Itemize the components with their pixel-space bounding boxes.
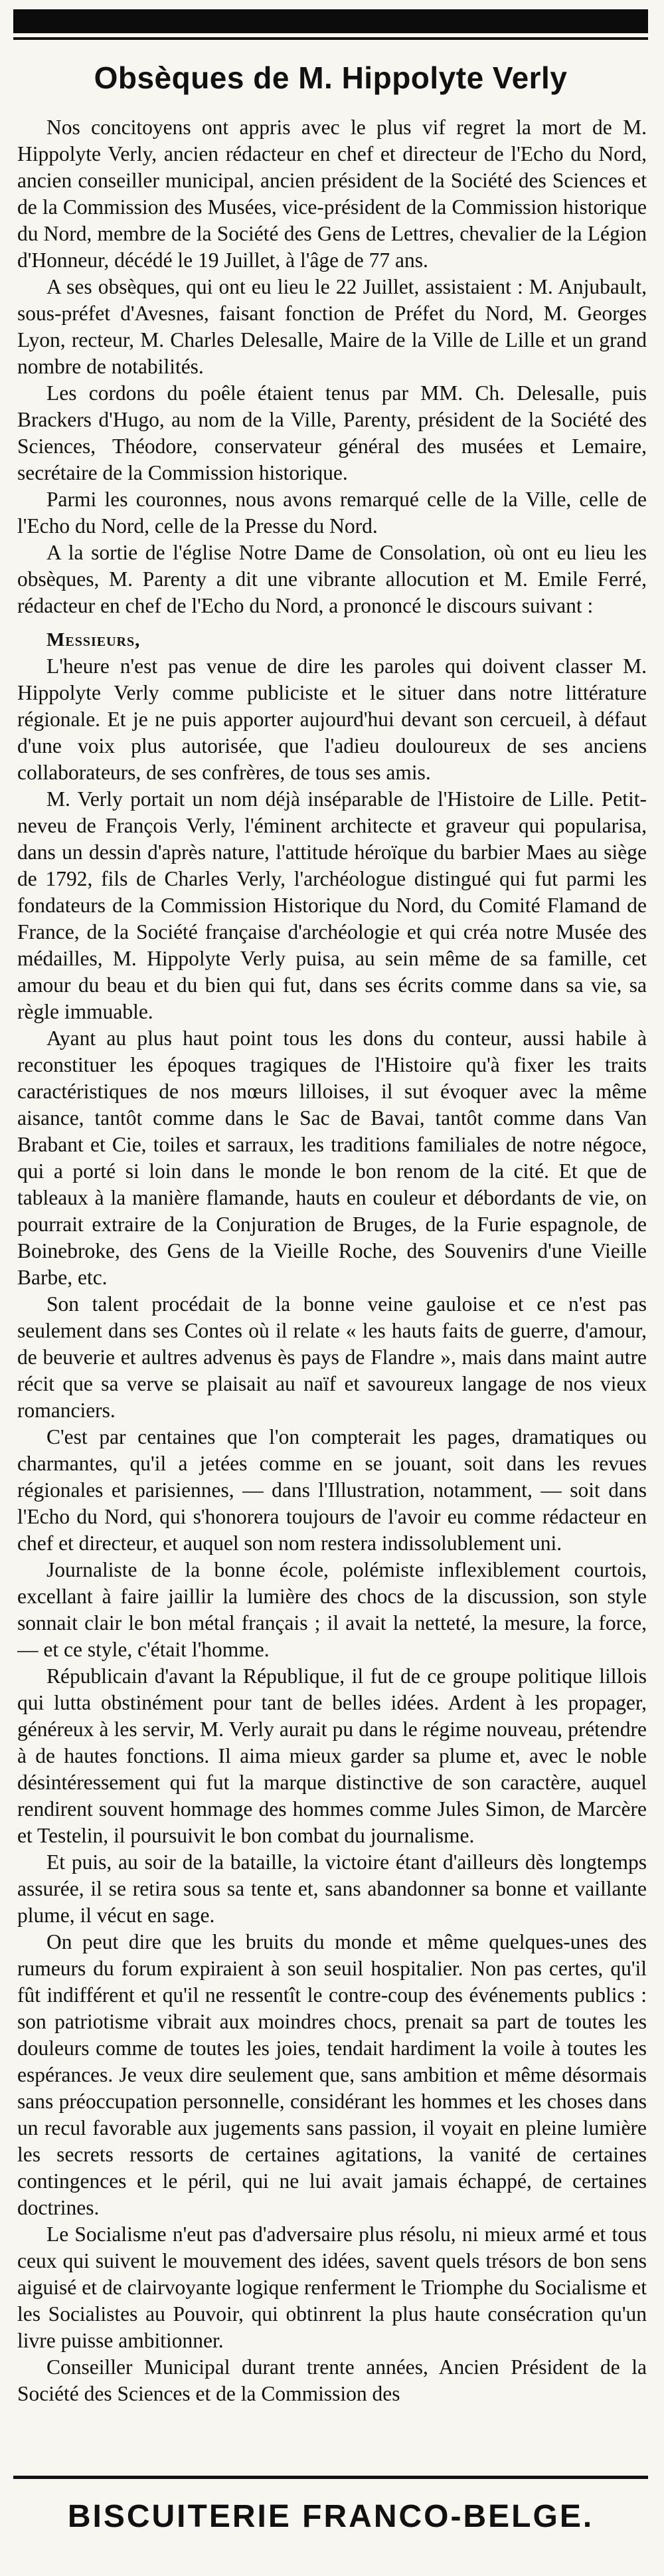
speech-paragraph: Républicain d'avant la République, il fut de ce groupe politique lillois qui lutta obstinément pour tant de belles idées. Ardent à les propager, généreux à les servir, M. Verly aurait pu dans le régime nouveau, prétendre à de hautes fonctions. Il aima mieux garder sa plume et, avec le noble désintéressement qui fut la marque distinctive de son caractère, auquel rendirent souvent hommage des hommes comme Jules Simon, de Marcère et Testelin, il poursuivit le bon combat du journalisme. — [17, 1664, 647, 1847]
speech-paragraph: On peut dire que les bruits du monde et même quelques-unes des rumeurs du forum expiraient à son seuil hospitalier. Non pas certes, qu'il fût indifférent et qu'il ne ressentît le contre-coup des événements publics : son patriotisme vibrait aux moindres chocs, prenait sa part de toutes les douleurs comme de toutes les joies, tendait hardiment la voile à toutes les espérances. Je veux dire seulement que, sans ambition et même désormais sans préoccupation personnelle, considérant les hommes et les choses dans un recul favorable aux jugements sans passion, il voyait en pleine lumière les secrets ressorts de certaines agitations, la vanité de certaines contingences et le péril, qui ne lui avait jamais échappé, de certaines doctrines. — [17, 1930, 647, 2219]
speech-paragraph: Son talent procédait de la bonne veine gauloise et ce n'est pas seulement dans ses Contes où il relate « les hauts faits de guerre, d'amour, de beuverie et aultres advenus ès pays de Flandre », mais dans maint autre récit que sa verve se plaisait au naïf et savoureux langage de nos vieux romanciers. — [17, 1292, 647, 1422]
speech-paragraph: M. Verly portait un nom déjà inséparable de l'Histoire de Lille. Petit-neveu de François Verly, l'éminent architecte et graveur qui popularisa, dans un dessin d'après nature, l'attitude héroïque du barbier Maes au siège de 1792, fils de Charles Verly, l'archéologue distingué qui fut parmi les fondateurs de la Commission Historique du Nord, du Comité Flamand de France, de la Société française d'archéologie et qui créa notre Musée des médailles, M. Hippolyte Verly puisa, au sein même de sa famille, cet amour du beau et du bien qui fut, dans ses écrits comme dans sa vie, sa règle immuable. — [17, 787, 647, 1023]
speech-paragraph: L'heure n'est pas venue de dire les paroles qui doivent classer M. Hippolyte Verly comme publiciste et le situer dans notre littérature régionale. Et je ne puis apporter aujourd'hui devant son cercueil, à défaut d'une voix plus autorisée, que l'adieu douloureux de ses anciens collaborateurs, de ses confrères, de tous ses amis. — [17, 654, 647, 784]
footer-rule — [13, 2476, 648, 2479]
footer-heading: BISCUITERIE FRANCO-BELGE. — [67, 2499, 594, 2534]
headline: Obsèques de M. Hippolyte Verly — [94, 60, 568, 95]
paragraph: Nos concitoyens ont appris avec le plus vif regret la mort de M. Hippolyte Verly, ancien rédacteur en chef et directeur de l'Echo du Nord, ancien conseiller municipal, ancien président de la Société des Sciences et de la Commission des Musées, vice-président de la Commission historique du Nord, membre de la Société des Gens de Lettres, chevalier de la Légion d'Honneur, décédé le 19 Juillet, à l'âge de 77 ans. — [17, 116, 647, 272]
speech-paragraph: Et puis, au soir de la bataille, la victoire étant d'ailleurs dès longtemps assurée, il se retira sous sa tente et, sans abandonner sa bonne et vaillante plume, il vécut en sage. — [17, 1850, 647, 1927]
article-body — [17, 114, 647, 2450]
top-rule — [13, 37, 648, 40]
paragraph: A la sortie de l'église Notre Dame de Consolation, où ont eu lieu les obsèques, M. Parenty a dit une vibrante allocution et M. Emile Ferré, rédacteur en chef de l'Echo du Nord, a prononcé le discours suivant : — [17, 541, 647, 617]
paragraph: Parmi les couronnes, nous avons remarqué celle de la Ville, celle de l'Echo du Nord, celle de la Presse du Nord. — [17, 488, 647, 538]
speech-salutation — [17, 626, 647, 653]
salutation-text: Messieurs, — [46, 629, 141, 650]
top-black-bar — [13, 9, 648, 33]
speech-paragraph: Conseiller Municipal durant trente années, Ancien Président de la Société des Sciences et de la Commission des — [17, 2355, 647, 2405]
paragraph: A ses obsèques, qui ont eu lieu le 22 Juillet, assistaient : M. Anjubault, sous-préfet d'Avesnes, faisant fonction de Préfet du Nord, M. Georges Lyon, recteur, M. Charles Delesalle, Maire de la Ville de Lille et un grand nombre de notabilités. — [17, 275, 647, 378]
paragraph: Les cordons du poêle étaient tenus par MM. Ch. Delesalle, puis Brackers d'Hugo, au nom de la Ville, Parenty, président de la Société des Sciences, Théodore, conservateur général des musées et Lemaire, secrétaire de la Commission historique. — [17, 381, 647, 484]
speech-paragraph: Le Socialisme n'eut pas d'adversaire plus résolu, ni mieux armé et tous ceux qui suivent le mouvement des idées, savent quels trésors de bon sens aiguisé et de clairvoyante logique renferment le Triomphe du Socialisme et les Socialistes au Pouvoir, qui obtinrent la plus haute consécration qu'un livre puisse ambitionner. — [17, 2223, 647, 2352]
speech-paragraph: Journaliste de la bonne école, polémiste inflexiblement courtois, excellant à faire jaillir la lumière des chocs de la discussion, son style sonnait clair le bon métal français ; il avait la netteté, la mesure, la force, — et ce style, c'était l'homme. — [17, 1558, 647, 1661]
speech-paragraph: C'est par centaines que l'on compterait les pages, dramatiques ou charmantes, qu'il a jetées comme en se jouant, soit dans les revues régionales et parisiennes, — dans l'Illustration, notamment, — soit dans l'Echo du Nord, qui s'honorera toujours de l'avoir eu comme rédacteur en chef et directeur, et auquel son nom restera indissolublement uni. — [17, 1425, 647, 1555]
speech-paragraph: Ayant au plus haut point tous les dons du conteur, aussi habile à reconstituer les époques tragiques de l'Histoire qu'à fixer les traits caractéristiques de nos mœurs lilloises, il sut évoquer avec la même aisance, tantôt comme dans le Sac de Bavai, tantôt comme dans Van Brabant et Cie, toiles et sarraux, les traditions familiales de notre négoce, qui a porté si loin dans le monde le bon renom de la cité. Et que de tableaux à la manière flamande, hauts en couleur et débordants de vie, on pourrait extraire de la Conjuration de Bruges, de la Furie espagnole, de Boinebroke, des Gens de la Vieille Roche, des Souvenirs d'une Vieille Barbe, etc. — [17, 1027, 647, 1289]
